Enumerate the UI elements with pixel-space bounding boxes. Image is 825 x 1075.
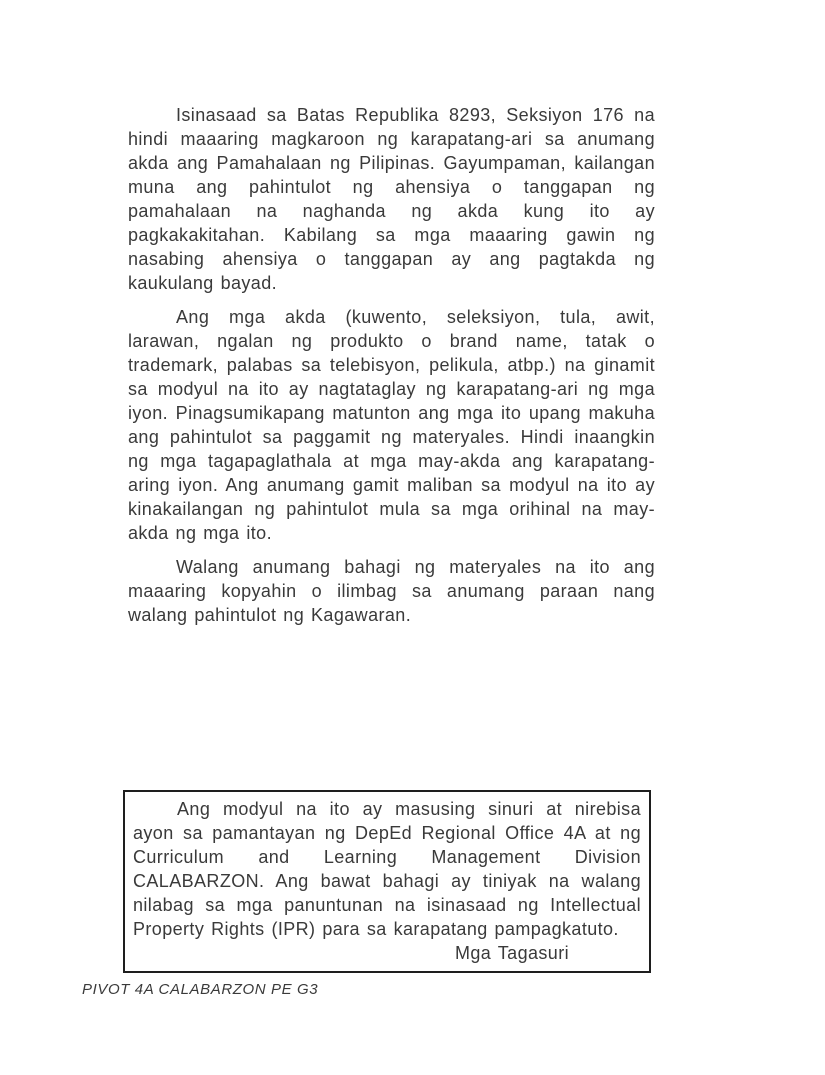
paragraph-mga-akda: Ang mga akda (kuwento, seleksiyon, tula, awit, larawan, ngalan ng produkto o brand name, tatak o trademark, palabas sa telebisyon, pelikula, atbp.) na ginamit sa modyul na ito ay nagtataglay ng karapatang-ari ng mga iyon. Pinagsumikapang matunton ang mga ito upang makuha ang pahintulot sa paggamit ng materyales. Hindi inaangkin ng mga tagapaglathala at mga may-akda ang karapatang-aring iyon. Ang anumang gamit maliban sa modyul na ito ay kinakailangan ng pahintulot mula sa mga orihinal na may-akda ng mga ito. — [128, 307, 655, 543]
signature-mga-tagasuri: Mga Tagasuri — [454, 943, 569, 963]
certification-text: Ang modyul na ito ay masusing sinuri at nirebisa ayon sa pamantayan ng DepEd Regional Office 4A at ng Curriculum and Learning Management Division CALABARZON. Ang bawat bahagi ay tiniyak na walang nilabag sa mga panuntunan na isinasaad ng Intellectual Property Rights (IPR) para sa karapatang pampagkatuto. — [133, 799, 641, 939]
copyright-notice-section — [128, 103, 655, 637]
paragraph-batas-republika: Isinasaad sa Batas Republika 8293, Seksiyon 176 na hindi maaaring magkaroon ng karapatang-ari sa anumang akda ang Pamahalaan ng Pilipinas. Gayumpaman, kailangan muna ang pahintulot ng ahensiya o tanggapan ng pamahalaan na naghanda ng akda kung ito ay pagkakakitahan. Kabilang sa mga maaaring gawin ng nasabing ahensiya o tanggapan ay ang pagtakda ng kaukulang bayad. — [128, 105, 655, 293]
paragraph-walang-bahagi: Walang anumang bahagi ng materyales na ito ang maaaring kopyahin o ilimbag sa anumang paraan nang walang pahintulot ng Kagawaran. — [128, 557, 655, 625]
review-certification-box — [123, 790, 651, 973]
footer-module-label: PIVOT 4A CALABARZON PE G3 — [82, 981, 319, 998]
